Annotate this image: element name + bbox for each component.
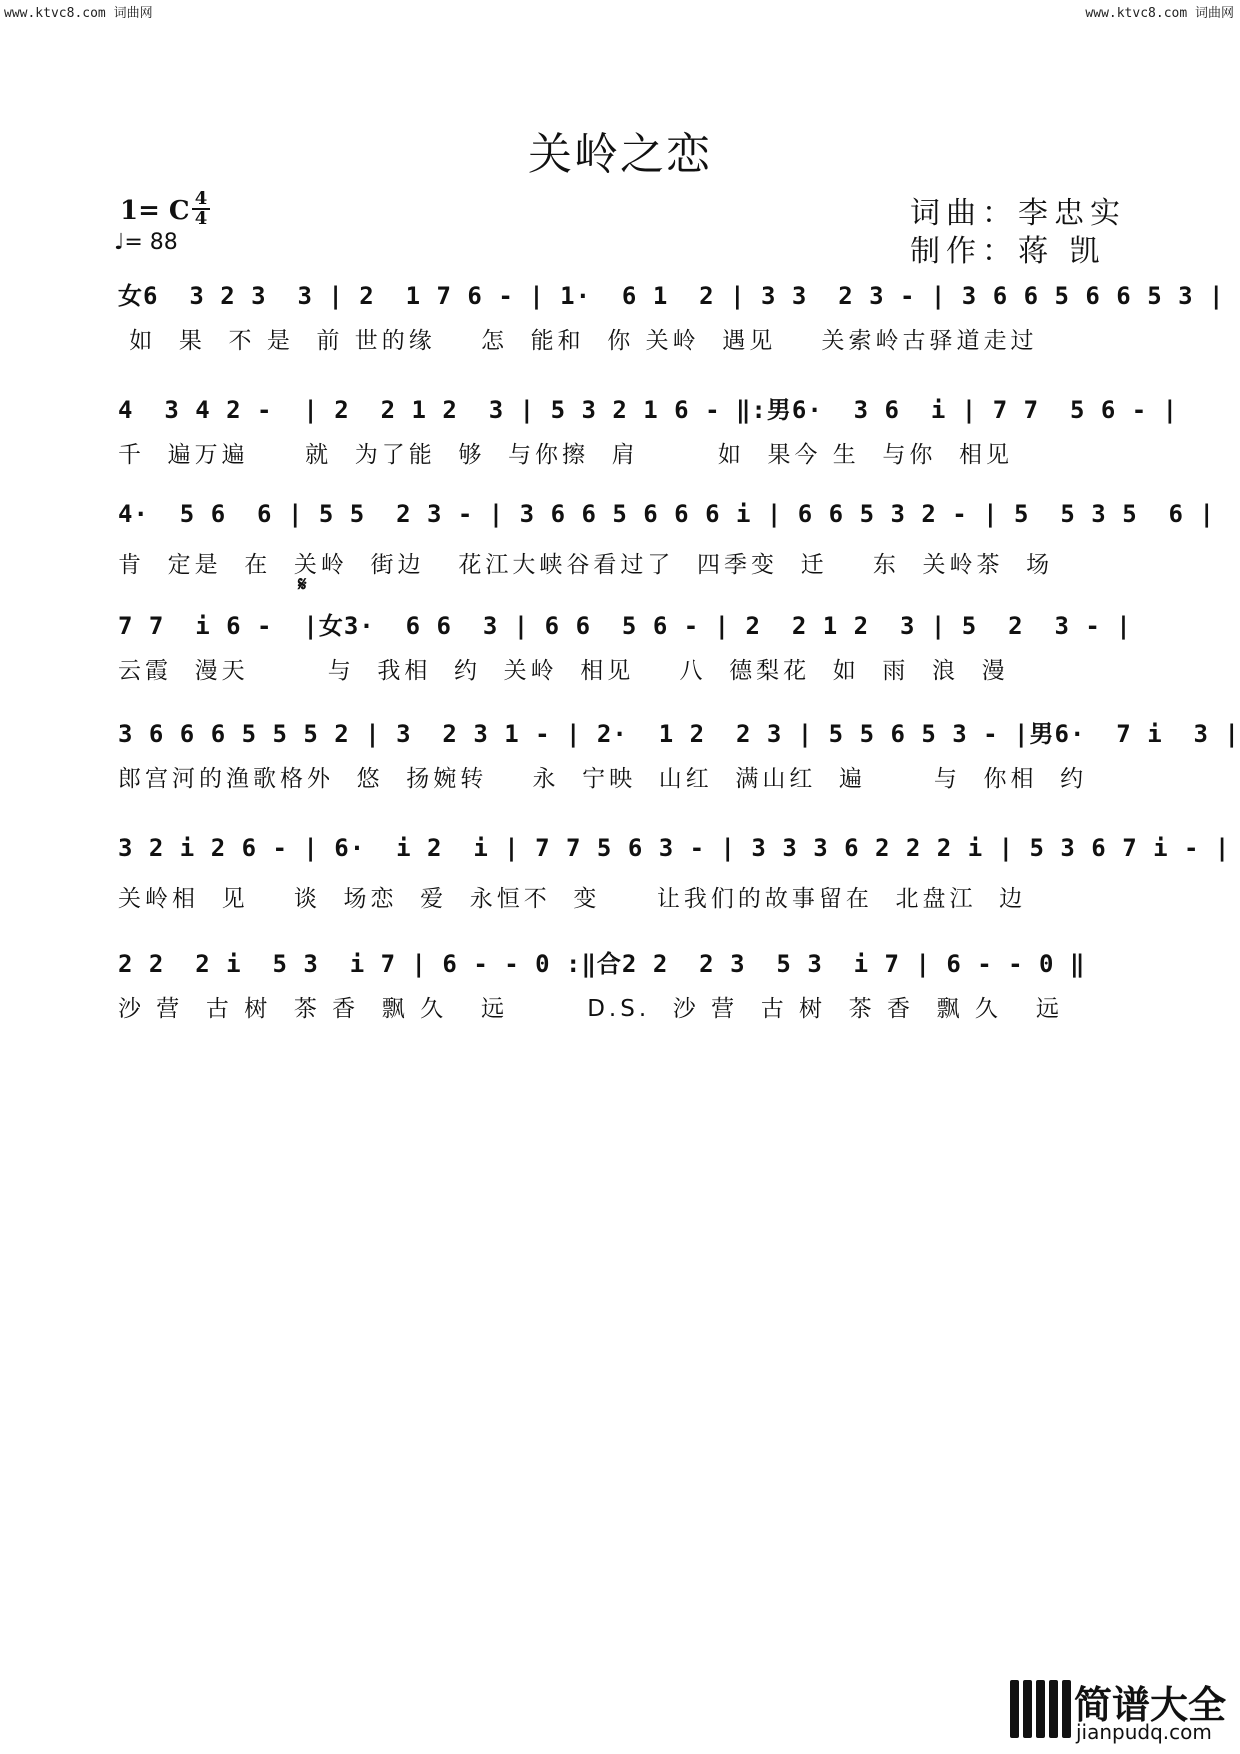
- brand-url: jianpudq.com: [1076, 1720, 1212, 1744]
- score-system-3: [118, 500, 1215, 600]
- lyrics-line: 郎宫河的渔歌格外 悠 扬婉转 永 宁映 山红 满山红 遍 与 你相 约: [118, 766, 1088, 792]
- lyrics-line: 千 遍万遍 就 为了能 够 与你擦 肩 如 果今 生 与你 相见: [118, 442, 1014, 468]
- score-system-6: [118, 834, 1231, 934]
- time-signature-bottom: 4: [194, 208, 208, 229]
- score-system-7: [118, 944, 1128, 1044]
- tempo-marking: ♩= 88: [114, 230, 178, 255]
- lyrics-line: 沙 营 古 树 茶 香 飘 久 远 D.S. 沙 营 古 树 茶 香 飘 久 远: [118, 996, 1063, 1022]
- time-signature: [192, 190, 210, 228]
- watermark-left: www.ktvc8.com 词曲网: [4, 6, 153, 21]
- notes-line: 4· 5 6 6 | 5 5 2 3 - | 3 6 6 5 6 6 6 i | 6 6 5 3 2 - | 5 5 3 5 6 |: [118, 500, 1215, 528]
- notes-line: 4 3 4 2 - | 2 2 1 2 3 | 5 3 2 1 6 - ‖:男6· 3 6 i | 7 7 5 6 - |: [118, 396, 1179, 424]
- segno-sign: 𝄋: [298, 572, 307, 596]
- notes-line: 3 6 6 6 5 5 5 2 | 3 2 3 1 - | 2· 1 2 2 3 | 5 5 6 5 3 - |男6· 7 i 3 |: [118, 720, 1240, 748]
- notes-line: 2 2 2 i 5 3 i 7 | 6 - - 0 :‖合2 2 2 3 5 3 i 7 | 6 - - 0 ‖: [118, 950, 1086, 978]
- score-system-1: [118, 276, 1225, 376]
- piano-keys-icon: [1010, 1680, 1070, 1738]
- credit-lyrics-music: 词曲：李忠实: [910, 196, 1126, 231]
- lyrics-line: 肯 定是 在 关岭 街边 花江大峡谷看过了 四季变 迁 东 关岭茶 场: [118, 552, 1054, 578]
- watermark-right: www.ktvc8.com 词曲网: [1085, 6, 1234, 21]
- key-signature: 1= C: [120, 196, 190, 226]
- notes-line: 3 2 i 2 6 - | 6· i 2 i | 7 7 5 6 3 - | 3 3 3 6 2 2 2 i | 5 3 6 7 i - |: [118, 834, 1231, 862]
- score-system-5: [118, 714, 1240, 814]
- notes-line: 7 7 i 6 - |女3· 6 6 3 | 6 6 5 6 - | 2 2 1 2 3 | 5 2 3 - |: [118, 612, 1132, 640]
- song-title: 关岭之恋: [528, 129, 712, 180]
- lyrics-line: 关岭相 见 谈 场恋 爱 永恒不 变 让我们的故事留在 北盘江 边: [118, 886, 1027, 912]
- score-system-2: [118, 390, 1179, 490]
- credit-producer: 制作：蒋 凯: [910, 234, 1106, 269]
- time-signature-top: 4: [194, 188, 208, 209]
- lyrics-line: 云霞 漫天 与 我相 约 关岭 相见 八 德梨花 如 雨 浪 漫: [118, 658, 1009, 684]
- notes-line: 女6 3 2 3 3 | 2 1 7 6 - | 1· 6 1 2 | 3 3 2 3 - | 3 6 6 5 6 6 5 3 |: [118, 282, 1225, 310]
- lyrics-line: 如 果 不 是 前 世的缘 怎 能和 你 关岭 遇见 关索岭古驿道走过: [118, 328, 1038, 354]
- site-brand: [1010, 1674, 1230, 1746]
- brand-name: 简谱大全: [1074, 1683, 1227, 1727]
- score-system-4: [118, 606, 1132, 706]
